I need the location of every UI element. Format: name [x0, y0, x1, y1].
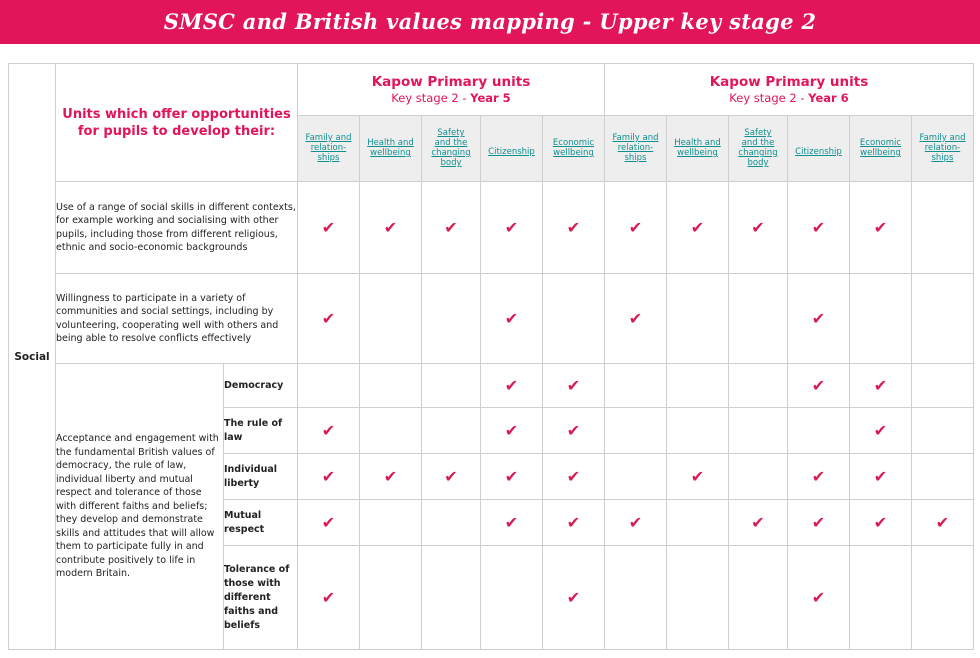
check-icon: ✔: [444, 467, 458, 486]
check-icon: ✔: [811, 218, 826, 237]
check-icon: ✔: [873, 467, 888, 486]
check-icon: ✔: [566, 513, 581, 532]
check-icon: ✔: [873, 376, 888, 395]
check-icon: ✔: [321, 309, 336, 328]
unit-header[interactable]: [667, 116, 729, 182]
check-icon: ✔: [566, 218, 581, 237]
descriptor-cell: [729, 274, 788, 364]
unit-link[interactable]: Family and relation- ships: [919, 133, 966, 163]
value-cell: [298, 454, 360, 500]
value-cell: [605, 500, 667, 546]
unit-header[interactable]: [729, 116, 788, 182]
check-icon: ✔: [566, 588, 581, 607]
check-icon: ✔: [321, 467, 336, 486]
unit-header[interactable]: [481, 116, 543, 182]
check-icon: ✔: [566, 376, 581, 395]
check-icon: ✔: [628, 218, 643, 237]
check-icon: ✔: [811, 588, 826, 607]
value-cell: [422, 408, 481, 454]
check-icon: ✔: [751, 218, 765, 237]
unit-link[interactable]: Safety and the changing body: [738, 128, 778, 168]
value-cell: [850, 408, 912, 454]
check-icon: ✔: [504, 513, 519, 532]
value-cell: [360, 546, 422, 650]
value-label: Individual liberty: [224, 454, 298, 500]
descriptor-cell: [298, 182, 360, 274]
descriptor-cell: [788, 182, 850, 274]
descriptor-cell: [543, 182, 605, 274]
check-icon: ✔: [873, 421, 888, 440]
check-icon: ✔: [383, 218, 398, 237]
descriptor-cell: [667, 182, 729, 274]
check-icon: ✔: [566, 467, 581, 486]
check-icon: ✔: [444, 218, 458, 237]
unit-header[interactable]: [788, 116, 850, 182]
value-cell: [605, 454, 667, 500]
value-cell: [543, 500, 605, 546]
value-cell: [667, 500, 729, 546]
unit-link[interactable]: Health and wellbeing: [674, 138, 721, 158]
unit-link[interactable]: Health and wellbeing: [367, 138, 414, 158]
descriptor-cell: [850, 182, 912, 274]
value-cell: [729, 408, 788, 454]
unit-header[interactable]: [422, 116, 481, 182]
check-icon: ✔: [504, 376, 519, 395]
value-cell: [360, 454, 422, 500]
descriptor-cell: [481, 274, 543, 364]
values-description: Acceptance and engagement with the fundamental British values of democracy, the rule of law, individual liberty and mutual respect and tolerance of those with different faiths and beliefs; they develop and demonstrate skills and attitudes that will allow them to participate fully in and contribute positively to life in modern Britain.: [56, 364, 224, 650]
group-stage: [605, 91, 973, 106]
unit-link[interactable]: Economic wellbeing: [859, 138, 902, 158]
descriptor-cell: [667, 274, 729, 364]
value-cell: [543, 364, 605, 408]
value-row: [9, 364, 974, 408]
descriptor-text: Willingness to participate in a variety of communities and social settings, including by volunteering, cooperating well with others and being able to resolve conflicts effectively: [56, 274, 298, 364]
check-icon: ✔: [504, 309, 519, 328]
value-cell: [360, 408, 422, 454]
value-cell: [667, 546, 729, 650]
unit-link[interactable]: Safety and the changing body: [431, 128, 471, 168]
value-cell: [729, 454, 788, 500]
value-label: Mutual respect: [224, 500, 298, 546]
value-cell: [912, 364, 974, 408]
descriptor-cell: [850, 274, 912, 364]
group-name: Kapow Primary units: [709, 73, 869, 90]
value-cell: [729, 500, 788, 546]
check-icon: ✔: [751, 513, 765, 532]
value-cell: [667, 364, 729, 408]
value-cell: [298, 408, 360, 454]
page-title: SMSC and British values mapping - Upper key stage 2: [0, 0, 980, 44]
value-cell: [298, 500, 360, 546]
lead-label: Units which offer opportunities for pupils to develop their:: [56, 64, 298, 182]
side-label: Social: [9, 64, 56, 650]
header-row: [9, 64, 974, 116]
check-icon: ✔: [504, 218, 519, 237]
stage-label: Key stage 2 -: [729, 90, 809, 105]
check-icon: ✔: [504, 467, 519, 486]
check-icon: ✔: [628, 309, 643, 328]
value-cell: [788, 454, 850, 500]
value-cell: [481, 546, 543, 650]
check-icon: ✔: [321, 513, 336, 532]
check-icon: ✔: [935, 513, 950, 532]
value-cell: [605, 546, 667, 650]
unit-header[interactable]: [543, 116, 605, 182]
value-cell: [298, 546, 360, 650]
year-label: Year 5: [470, 90, 511, 105]
descriptor-cell: [729, 182, 788, 274]
value-cell: [850, 546, 912, 650]
check-icon: ✔: [811, 309, 826, 328]
value-cell: [360, 500, 422, 546]
check-icon: ✔: [690, 467, 705, 486]
value-cell: [422, 364, 481, 408]
descriptor-row: [9, 274, 974, 364]
value-cell: [912, 500, 974, 546]
check-icon: ✔: [628, 513, 643, 532]
group-name: Kapow Primary units: [371, 73, 531, 90]
descriptor-row: [9, 182, 974, 274]
descriptor-cell: [543, 274, 605, 364]
unit-link[interactable]: Citizenship: [795, 147, 842, 157]
check-icon: ✔: [321, 421, 336, 440]
check-icon: ✔: [811, 376, 826, 395]
check-icon: ✔: [811, 513, 826, 532]
value-cell: [422, 546, 481, 650]
value-cell: [912, 408, 974, 454]
value-cell: [912, 546, 974, 650]
value-cell: [543, 454, 605, 500]
check-icon: ✔: [504, 421, 519, 440]
check-icon: ✔: [811, 467, 826, 486]
value-cell: [912, 454, 974, 500]
value-cell: [788, 546, 850, 650]
value-cell: [543, 408, 605, 454]
value-cell: [729, 546, 788, 650]
value-cell: [788, 408, 850, 454]
check-icon: ✔: [873, 513, 888, 532]
descriptor-cell: [422, 182, 481, 274]
year-group-header: [298, 64, 605, 116]
descriptor-cell: [422, 274, 481, 364]
value-cell: [481, 500, 543, 546]
value-cell: [850, 454, 912, 500]
unit-header[interactable]: [298, 116, 360, 182]
check-icon: ✔: [383, 467, 398, 486]
unit-link[interactable]: Economic wellbeing: [552, 138, 595, 158]
value-cell: [788, 364, 850, 408]
value-cell: [605, 364, 667, 408]
value-cell: [543, 546, 605, 650]
value-cell: [422, 454, 481, 500]
check-icon: ✔: [566, 421, 581, 440]
value-cell: [788, 500, 850, 546]
check-icon: ✔: [873, 218, 888, 237]
value-cell: [850, 500, 912, 546]
descriptor-cell: [788, 274, 850, 364]
descriptor-cell: [912, 182, 974, 274]
value-label: Tolerance of those with different faiths and beliefs: [224, 546, 298, 650]
descriptor-text: Use of a range of social skills in different contexts, for example working and socialising with other pupils, including those from different religious, ethnic and socio-economic backgrounds: [56, 182, 298, 274]
descriptor-cell: [360, 182, 422, 274]
value-cell: [667, 408, 729, 454]
year-group-header: [605, 64, 974, 116]
descriptor-cell: [481, 182, 543, 274]
value-cell: [605, 408, 667, 454]
stage-label: Key stage 2 -: [391, 90, 471, 105]
unit-link[interactable]: Family and relation- ships: [305, 133, 352, 163]
value-cell: [481, 408, 543, 454]
value-cell: [422, 500, 481, 546]
mapping-table: [8, 63, 974, 650]
value-label: The rule of law: [224, 408, 298, 454]
value-cell: [360, 364, 422, 408]
check-icon: ✔: [321, 588, 336, 607]
value-cell: [729, 364, 788, 408]
value-label: Democracy: [224, 364, 298, 408]
unit-header[interactable]: [605, 116, 667, 182]
unit-header[interactable]: [850, 116, 912, 182]
descriptor-cell: [605, 182, 667, 274]
year-label: Year 6: [808, 90, 849, 105]
descriptor-cell: [912, 274, 974, 364]
value-cell: [850, 364, 912, 408]
value-cell: [481, 364, 543, 408]
unit-link[interactable]: Family and relation- ships: [612, 133, 659, 163]
unit-link[interactable]: Citizenship: [488, 147, 535, 157]
check-icon: ✔: [321, 218, 336, 237]
unit-header[interactable]: [912, 116, 974, 182]
value-cell: [667, 454, 729, 500]
value-cell: [298, 364, 360, 408]
descriptor-cell: [360, 274, 422, 364]
check-icon: ✔: [690, 218, 705, 237]
value-cell: [481, 454, 543, 500]
group-stage: [298, 91, 604, 106]
descriptor-cell: [298, 274, 360, 364]
descriptor-cell: [605, 274, 667, 364]
unit-header[interactable]: [360, 116, 422, 182]
